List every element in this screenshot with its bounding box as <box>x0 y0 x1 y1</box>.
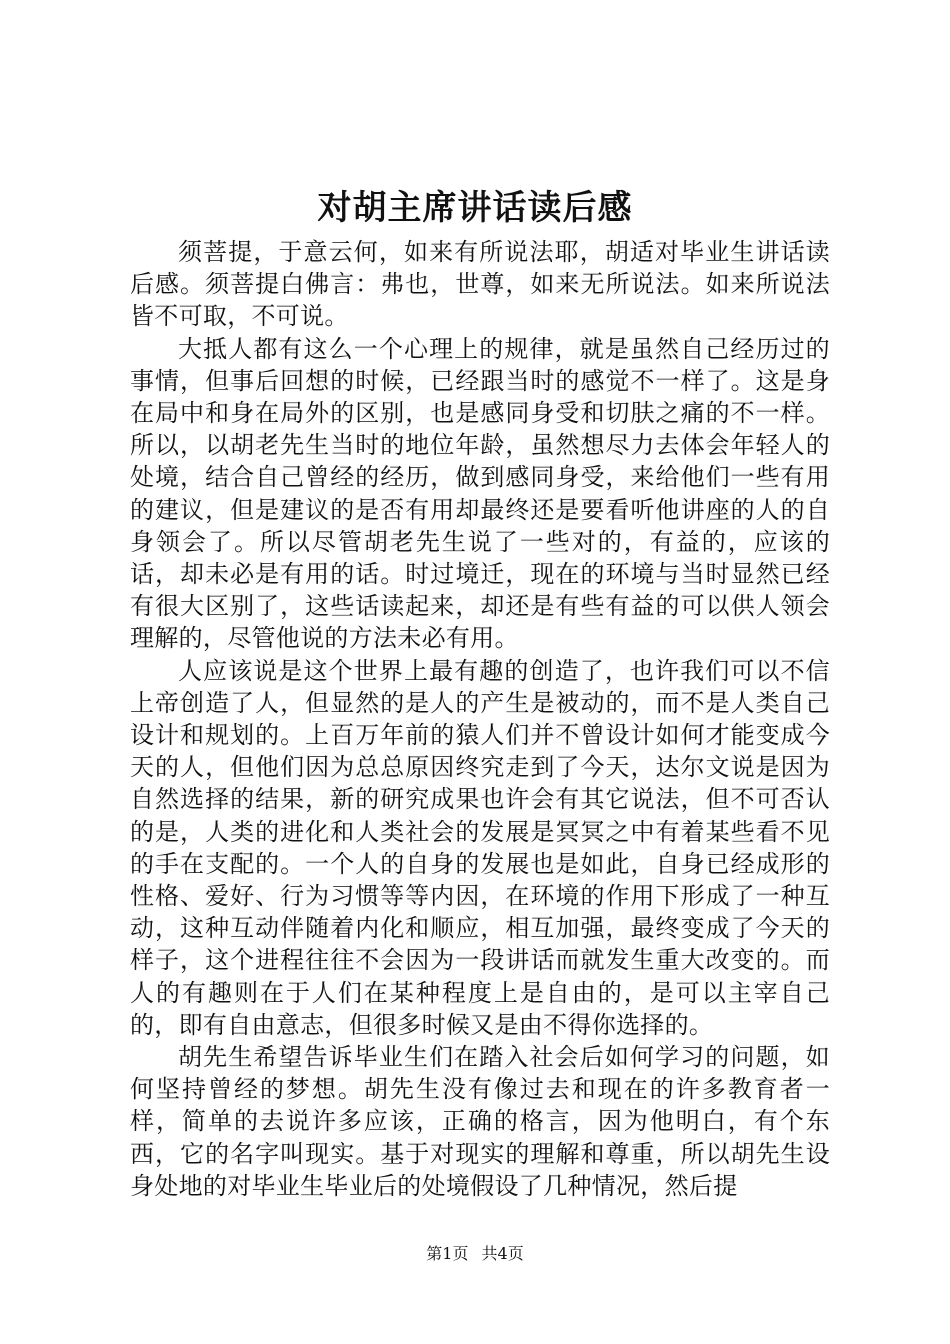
page-total: 共4页 <box>481 1244 524 1263</box>
page-title: 对胡主席讲话读后感 <box>317 188 633 228</box>
paragraph-2: 大抵人都有这么一个心理上的规律，就是虽然自己经历过的事情，但事后回想的时候，已经跟当时的感觉不一样了。这是身在局中和身在局外的区别，也是感同身受和切肤之痛的不一样。所以，以胡老先生当时的地位年龄，虽然想尽力去体会年轻人的处境，结合自己曾经的经历，做到感同身受，来给他们一些有用的建议，但是建议的是否有用却最终还是要看听他讲座的人的自身领会了。所以尽管胡老先生说了一些对的，有益的，应该的话，却未必是有用的话。时过境迁，现在的环境与当时显然已经有很大区别了，这些话读起来，却还是有些有益的可以供人领会理解的，尽管他说的方法未必有用。 <box>130 334 830 653</box>
paragraph-4: 胡先生希望告诉毕业生们在踏入社会后如何学习的问题，如何坚持曾经的梦想。胡先生没有像过去和现在的许多教育者一样，简单的去说许多应该，正确的格言，因为他明白，有个东西，它的名字叫现实。基于对现实的理解和尊重，所以胡先生设身处地的对毕业生毕业后的处境假设了几种情况，然后提 <box>130 1043 830 1200</box>
page-number: 第1页 <box>426 1244 469 1263</box>
document-body <box>130 236 830 1202</box>
paragraph-1: 须菩提，于意云何，如来有所说法耶，胡适对毕业生讲话读后感。须菩提白佛言：弗也，世尊，如来无所说法。如来所说法皆不可取，不可说。 <box>130 238 830 331</box>
page-footer <box>0 1244 950 1264</box>
paragraph-3: 人应该说是这个世界上最有趣的创造了，也许我们可以不信上帝创造了人，但显然的是人的产生是被动的，而不是人类自己设计和规划的。上百万年前的猿人们并不曾设计如何才能变成今天的人，但他们因为总总原因终究走到了今天，达尔文说是因为自然选择的结果，新的研究成果也许会有其它说法，但不可否认的是，人类的进化和人类社会的发展是冥冥之中有着某些看不见的手在支配的。一个人的自身的发展也是如此，自身已经成形的性格、爱好、行为习惯等等内因，在环境的作用下形成了一种互动，这种互动伴随着内化和顺应，相互加强，最终变成了今天的样子，这个进程往往不会因为一段讲话而就发生重大改变的。而人的有趣则在于人们在某种程度上是自由的，是可以主宰自己的，即有自由意志，但很多时候又是由不得你选择的。 <box>130 656 830 1039</box>
